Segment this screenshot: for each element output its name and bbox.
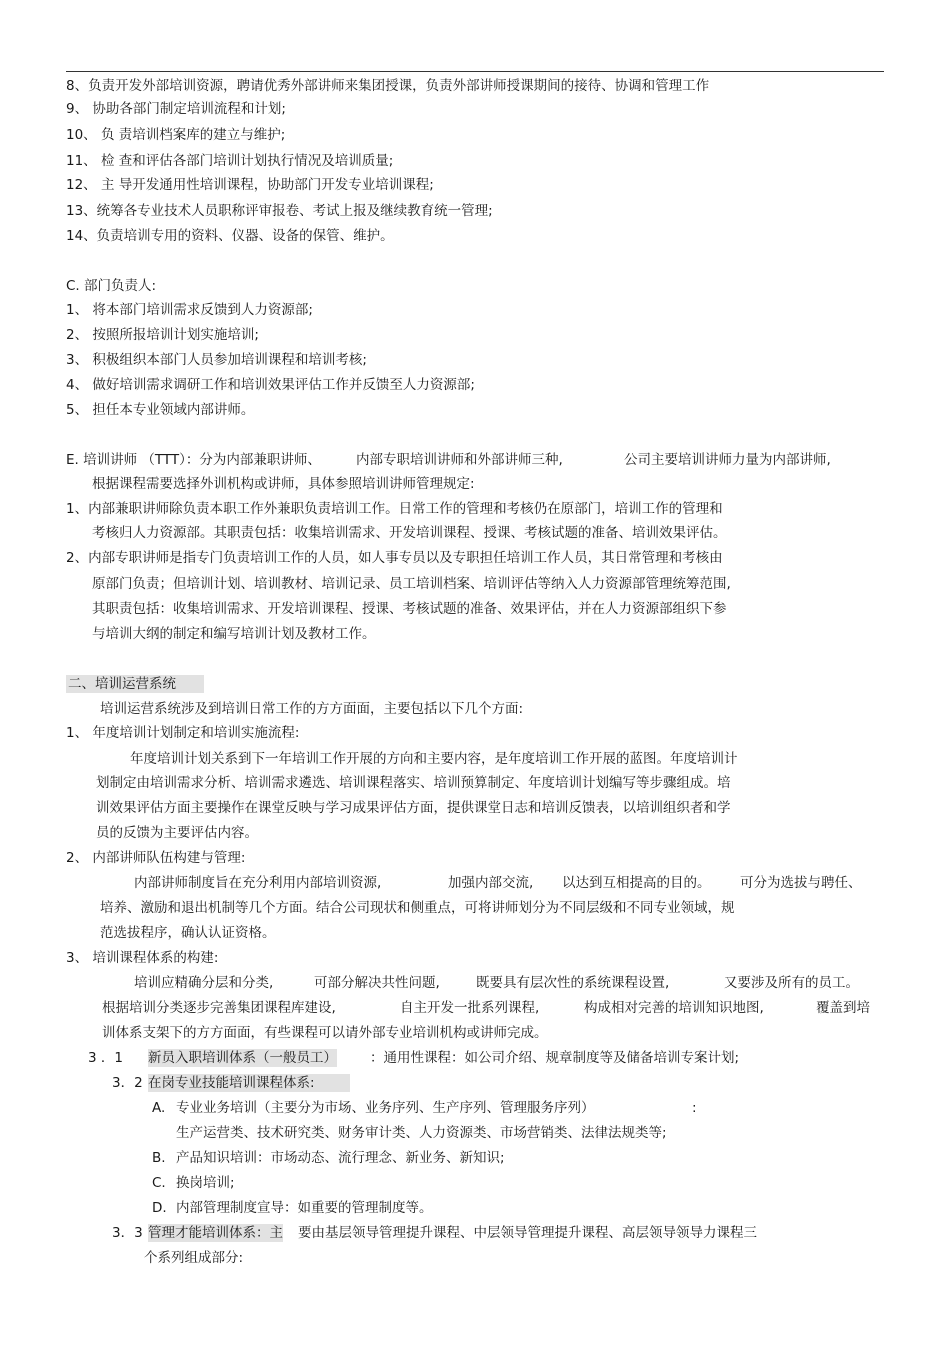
list-item-a-colon: : — [692, 1100, 697, 1116]
subsection-3-1-number: 3 ．1 — [88, 1050, 123, 1066]
section-two-heading: 二、培训运营系统 — [66, 675, 204, 693]
item-3-line1-part3: 既要具有层次性的系统课程设置, — [476, 975, 670, 991]
duty-item-14: 14、负责培训专用的资料、仪器、设备的保管、维护。 — [66, 228, 394, 244]
section-e-item1-line1: 1、内部兼职讲师除负责本职工作外兼职负责培训工作。日常工作的管理和考核仍在原部门，培训工作的管理和 — [66, 501, 723, 517]
item-3-line1-part2: 可部分解决共性问题, — [314, 975, 440, 991]
subsection-3-1-text: ：通用性课程：如公司介绍、规章制度等及储备培训专案计划; — [370, 1050, 740, 1066]
item-2-title: 2、 内部讲师队伍构建与管理: — [66, 850, 246, 866]
section-c-item-5: 5、 担任本专业领域内部讲师。 — [66, 402, 255, 418]
subsection-3-3-line2: 个系列组成部分: — [144, 1250, 244, 1266]
section-c-heading: C. 部门负责人: — [66, 278, 157, 294]
section-e-heading: E. 培训讲师 （TTT）：分为内部兼职讲师、 — [66, 452, 321, 468]
duty-item-12: 12、 主 导开发通用性培训课程，协助部门开发专业培训课程; — [66, 177, 434, 193]
section-c-item-4: 4、 做好培训需求调研工作和培训效果评估工作并反馈至人力资源部; — [66, 377, 475, 393]
section-c-item-3: 3、 积极组织本部门人员参加培训课程和培训考核; — [66, 352, 367, 368]
list-item-b: 产品知识培训：市场动态、流行理念、新业务、新知识; — [176, 1150, 505, 1166]
item-3-line3: 训体系支架下的方方面面，有些课程可以请外部专业培训机构或讲师完成。 — [102, 1025, 548, 1041]
section-e-item2-line2: 原部门负责；但培训计划、培训教材、培训记录、员工培训档案、培训评估等纳入人力资源部管理统筹范围, — [92, 576, 731, 592]
item-1-line3: 训效果评估方面主要操作在课堂反映与学习成果评估方面，提供课堂日志和培训反馈表，以培训组织者和学 — [96, 800, 731, 816]
section-c-item-2: 2、 按照所报培训计划实施培训; — [66, 327, 259, 343]
subsection-3-3-title: 管理才能培训体系：主 — [148, 1225, 283, 1241]
list-label-c: C. — [152, 1175, 166, 1191]
list-item-a: 专业业务培训（主要分为市场、业务序列、生产序列、管理服务序列） — [176, 1100, 595, 1116]
section-e-item2-line1: 2、内部专职讲师是指专门负责培训工作的人员，如人事专员以及专职担任培训工作人员，其日常管理和考核由 — [66, 550, 723, 566]
list-label-a: A. — [152, 1100, 166, 1116]
duty-item-13: 13、统筹各专业技术人员职称评审报卷、考试上报及继续教育统一管理; — [66, 203, 493, 219]
item-1-line4: 员的反馈为主要评估内容。 — [96, 825, 258, 841]
list-label-b: B. — [152, 1150, 166, 1166]
item-3-line2-part1: 根据培训分类逐步完善集团课程库建设, — [102, 1000, 336, 1016]
section-e-line1-part2: 内部专职培训讲师和外部讲师三种, — [356, 452, 563, 468]
item-1-line1: 年度培训计划关系到下一年培训工作开展的方向和主要内容，是年度培训工作开展的蓝图。年度培训计 — [130, 751, 738, 767]
item-3-line2-part4: 覆盖到培 — [816, 1000, 870, 1016]
item-2-line2: 培养、激励和退出机制等几个方面。结合公司现状和侧重点，可将讲师划分为不同层级和不同专业领域，规 — [100, 900, 735, 916]
item-3-line1-part4: 又要涉及所有的员工。 — [724, 975, 859, 991]
item-2-line3: 范选拔程序，确认认证资格。 — [100, 925, 276, 941]
subsection-3-2-number: 3．2 — [112, 1075, 143, 1091]
duty-item-11: 11、 检 查和评估各部门培训计划执行情况及培训质量; — [66, 153, 394, 169]
item-1-line2: 划制定由培训需求分析、培训需求遴选、培训课程落实、培训预算制定、年度培训计划编写等步骤组成。培 — [96, 775, 731, 791]
duty-item-9: 9、 协助各部门制定培训流程和计划; — [66, 101, 286, 117]
item-3-title: 3、 培训课程体系的构建: — [66, 950, 219, 966]
subsection-3-1-title: 新员入职培训体系（一般员工） — [148, 1050, 337, 1066]
section-e-item2-line3: 其职责包括：收集培训需求、开发培训课程、授课、考核试题的准备、效果评估，并在人力资源部组织下参 — [92, 601, 727, 617]
list-label-d: D. — [152, 1200, 167, 1216]
section-e-item1-line2: 考核归人力资源部。其职责包括：收集培训需求、开发培训课程、授课、考核试题的准备、培训效果评估。 — [92, 525, 727, 541]
duty-item-10: 10、 负 责培训档案库的建立与维护; — [66, 127, 286, 143]
subsection-3-3-text: 要由基层领导管理提升课程、中层领导管理提升课程、高层领导领导力课程三 — [298, 1225, 757, 1241]
section-two-intro: 培训运营系统涉及到培训日常工作的方方面面，主要包括以下几个方面: — [100, 701, 524, 717]
item-2-line1-part3: 以达到互相提高的目的。 — [562, 875, 711, 891]
list-item-a-sub: 生产运营类、技术研究类、财务审计类、人力资源类、市场营销类、法律法规类等; — [176, 1125, 667, 1141]
item-3-line2-part2: 自主开发一批系列课程, — [400, 1000, 540, 1016]
list-item-d: 内部管理制度宣导：如重要的管理制度等。 — [176, 1200, 433, 1216]
section-e-item2-line4: 与培训大纲的制定和编写培训计划及教材工作。 — [92, 626, 376, 642]
list-item-c: 换岗培训; — [176, 1175, 235, 1191]
item-3-line1-part1: 培训应精确分层和分类, — [134, 975, 274, 991]
section-c-item-1: 1、 将本部门培训需求反馈到人力资源部; — [66, 302, 313, 318]
item-1-title: 1、 年度培训计划制定和培训实施流程: — [66, 725, 300, 741]
item-2-line1-part2: 加强内部交流, — [448, 875, 534, 891]
section-e-line1-part3: 公司主要培训讲师力量为内部讲师, — [624, 452, 831, 468]
item-2-line1-part1: 内部讲师制度旨在充分利用内部培训资源, — [134, 875, 382, 891]
header-rule — [66, 71, 884, 72]
section-e-line2: 根据课程需要选择外训机构或讲师，具体参照培训讲师管理规定: — [92, 476, 475, 492]
subsection-3-3-number: 3．3 — [112, 1225, 143, 1241]
item-3-line2-part3: 构成相对完善的培训知识地图, — [584, 1000, 764, 1016]
subsection-3-2-title: 在岗专业技能培训课程体系: — [148, 1074, 350, 1092]
item-2-line1-part4: 可分为选拔与聘任、 — [740, 875, 862, 891]
duty-item-8: 8、负责开发外部培训资源，聘请优秀外部讲师来集团授课，负责外部讲师授课期间的接待、协调和管理工作 — [66, 78, 710, 94]
